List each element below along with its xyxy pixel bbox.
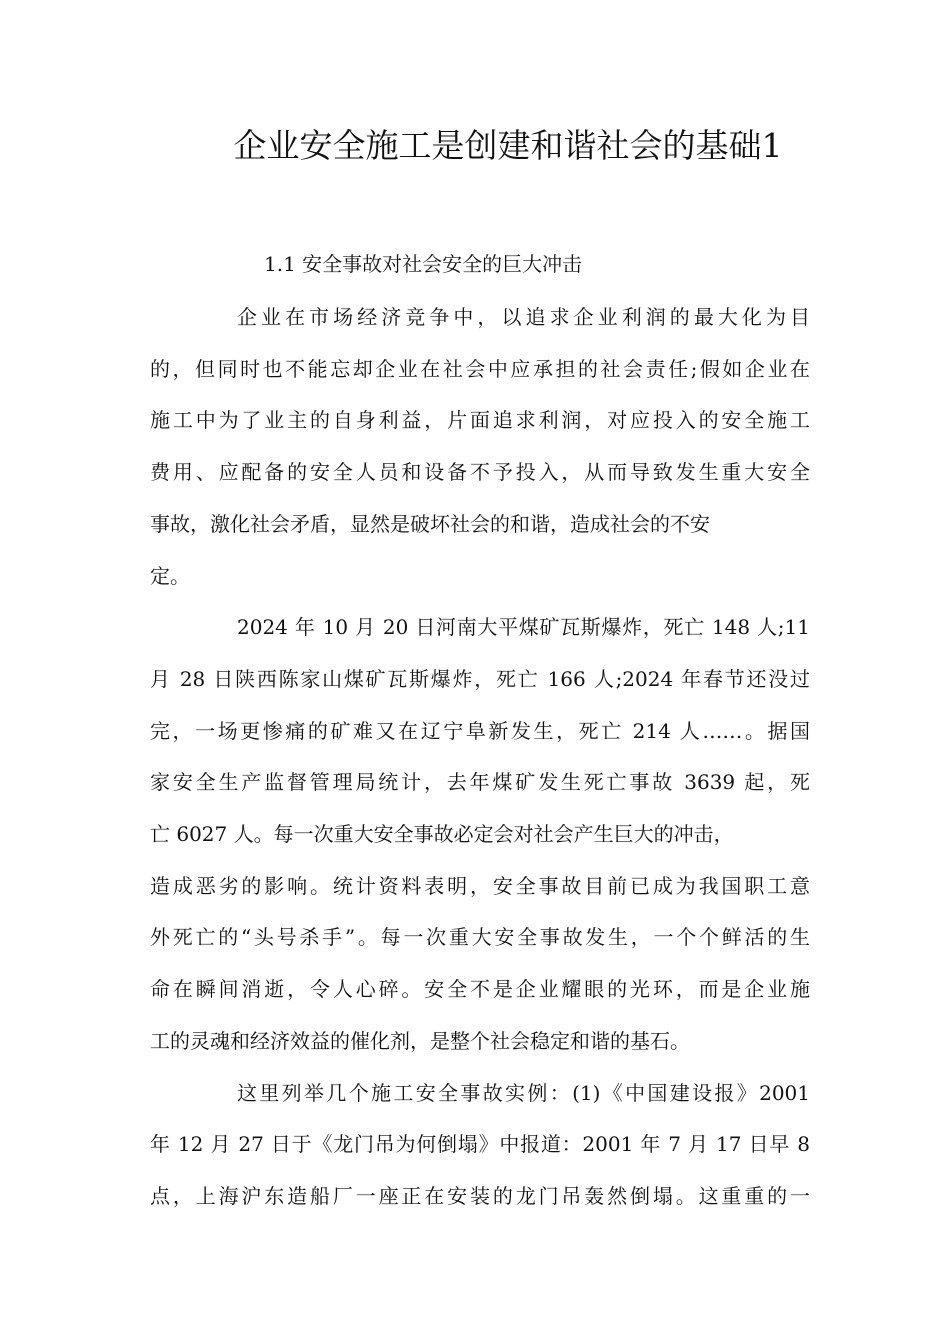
text-line: 命在瞬间消逝，令人心碎。安全不是企业耀眼的光环，而是企业施 xyxy=(150,977,810,1002)
paragraph-case-examples xyxy=(150,1068,810,1223)
text-line: 费用、应配备的安全人员和设备不予投入，从而导致发生重大安全 xyxy=(150,460,810,485)
text-line: 月 28 日陕西陈家山煤矿瓦斯爆炸，死亡 166 人;2024 年春节还没过 xyxy=(150,666,810,691)
text-line: 2024 年 10 月 20 日河南大平煤矿瓦斯爆炸，死亡 148 人;11 xyxy=(237,615,810,640)
text-line: 定。 xyxy=(150,563,190,588)
document-title: 企业安全施工是创建和谐社会的基础1 xyxy=(233,126,783,165)
text-line: 事故，激化社会矛盾，显然是破坏社会的和谐，造成社会的不安 xyxy=(150,511,710,536)
text-line: 造成恶劣的影响。统计资料表明，安全事故目前已成为我国职工意 xyxy=(150,873,810,898)
text-line: 点，上海沪东造船厂一座正在安装的龙门吊轰然倒塌。这重重的一 xyxy=(150,1183,810,1208)
body-text xyxy=(150,292,810,1223)
text-line: 的，但同时也不能忘却企业在社会中应承担的社会责任;假如企业在 xyxy=(150,356,810,381)
text-line: 外死亡的“头号杀手”。每一次重大安全事故发生，一个个鲜活的生 xyxy=(150,925,810,950)
text-line: 工的灵魂和经济效益的催化剂，是整个社会稳定和谐的基石。 xyxy=(150,1028,690,1053)
text-line: 企业在市场经济竞争中，以追求企业利润的最大化为目 xyxy=(237,305,810,329)
text-line: 亡 6027 人。每一次重大安全事故必定会对社会产生巨大的冲击， xyxy=(150,822,734,847)
paragraph-responsibility xyxy=(150,292,810,602)
text-line: 家安全生产监督管理局统计，去年煤矿发生死亡事故 3639 起，死 xyxy=(150,770,810,795)
text-line: 完，一场更惨痛的矿难又在辽宁阜新发生，死亡 214 人……。据国 xyxy=(150,718,810,743)
text-line: 施工中为了业主的自身利益，片面追求利润，对应投入的安全施工 xyxy=(150,408,810,433)
text-line: 这里列举几个施工安全事故实例：(1)《中国建设报》2001 xyxy=(237,1080,810,1105)
paragraph-mine-accidents xyxy=(150,602,810,1067)
text-line: 年 12 月 27 日于《龙门吊为何倒塌》中报道：2001 年 7 月 17 日早 8 xyxy=(150,1132,810,1157)
section-heading: 1.1 安全事故对社会安全的巨大冲击 xyxy=(264,252,583,276)
